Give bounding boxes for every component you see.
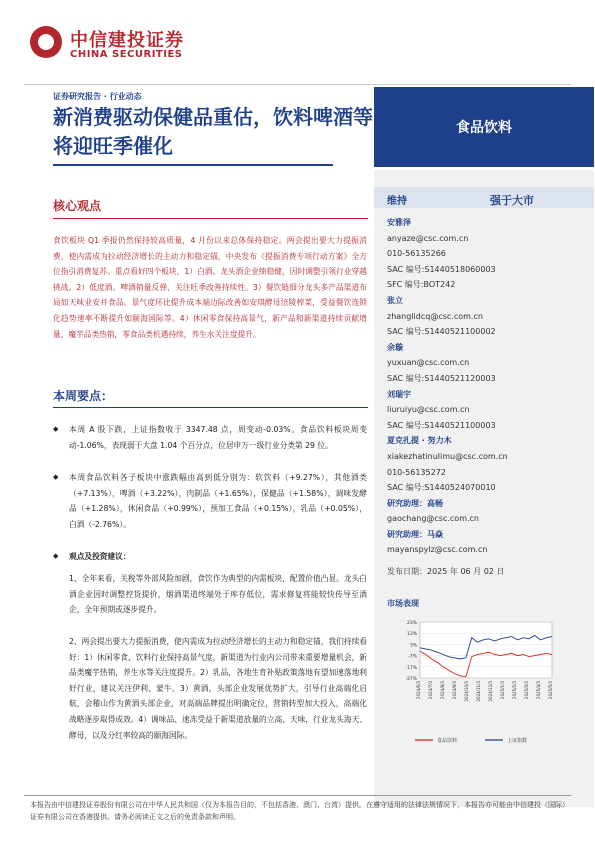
weekly-bullet-1-text: 本周 A 股下跌，上证指数收于 3347.48 点，周变动-0.03%。食品饮料板块周变动-1.06%，表现弱于大盘 1.04 个百分点，位居申万一级行业分类第 29 位。 — [69, 425, 367, 450]
title-underline — [53, 164, 333, 166]
analyst-detail: mayanspylz@csc.com.cn — [387, 545, 488, 555]
x-tick-label: 2024/7/3 — [428, 681, 433, 699]
y-tick-label: -7% — [408, 654, 417, 660]
core-text: 食饮板块 Q1 季报仍然保持较高质量，4 月份以来总体保持稳定。两会提出要大力提振消费，使内需成为拉动经济增长的主动力和稳定锚，中央发布《提振消费专项行动方案》全方位指引消费复苏。重点看好四个板块，1）白酒。龙头酒企业绩稳健，因时调整引领行业穿越挑战。2）低度酒。啤酒销量反弹，关注旺季改善持续性。3）餐饮链细分龙头多产品渠道布局如天味业安井食品。景气度环比提升成本端边际改善如安琪酵母涪陵榨菜，受益餐饮连锁化趋势速率不断提升如颐海国际等。4）休闲零食保持高景气，新产品和新渠道持续贡献增量，魔芋品类热销，零食品类机遇持续，养生水关注度提升。 — [53, 236, 367, 339]
analyst-name: 张立 — [387, 295, 403, 305]
analyst-name: 安雅泽 — [387, 218, 411, 227]
analyst-name: 夏克扎提 · 努力木 — [387, 436, 452, 446]
weekly-bullet-3 — [53, 549, 367, 565]
analyst-detail: SAC 编号:S1440518060003 — [387, 264, 496, 274]
analyst-detail: SAC 编号:S1440521120003 — [387, 373, 496, 383]
diamond-bullet-icon: ◆ — [53, 552, 59, 560]
core-heading-rule — [53, 218, 368, 219]
footer-divider — [24, 795, 571, 796]
plot-area — [420, 622, 552, 678]
x-tick-label: 2025/1/3 — [500, 681, 505, 699]
company-logo-icon — [30, 26, 62, 58]
rating-value: 强于大市 — [490, 194, 534, 207]
view-paragraph-1: 1、全年来看，关税等外部风险加剧，食饮作为典型的内需板块，配置价值凸显。龙头白酒企业因时调整控货提价，烟酒渠道终端处于库存低位，需求修复将能较快传导至酒企，全年预期或逐步提升。 — [69, 574, 367, 615]
x-tick-label: 2024/10/3 — [464, 681, 469, 702]
x-tick-label: 2025/4/3 — [536, 681, 541, 699]
diamond-bullet-icon: ◆ — [53, 473, 59, 481]
header-divider — [24, 84, 571, 85]
x-tick-label: 2024/6/3 — [416, 681, 421, 699]
company-name-cn: 中信建投证券 — [70, 30, 184, 51]
x-tick-label: 2024/9/3 — [452, 681, 457, 699]
publish-date-label: 发布日期： — [387, 567, 427, 576]
company-name-en: CHINA SECURITIES — [70, 49, 183, 60]
analyst-detail: xiakezhatinulimu@csc.com.cn — [387, 451, 508, 461]
disclaimer: 本报告由中信建投证券股份有限公司在中华人民共和国（仅为本报告目的，不包括香港、澳门、台湾）提供。在遵守适用的法律法规情况下，本报告亦可能由中信建投（国际）证券有限公司在香港提供。请务必阅读正文之后的免责条款和声明。 — [30, 801, 569, 821]
analyst-detail: anyaze@csc.com.cn — [387, 233, 469, 243]
weekly-bullet-3-text: 观点及投资建议： — [69, 552, 131, 561]
analyst-detail: SAC 编号:S1440524070010 — [387, 483, 496, 493]
y-tick-label: -17% — [405, 665, 417, 671]
y-tick-label: -27% — [405, 677, 417, 682]
weekly-heading: 本周要点： — [53, 389, 114, 403]
analyst-name: 余璇 — [387, 342, 403, 352]
analyst-detail: SAC 编号:S1440521100003 — [387, 420, 496, 430]
analyst-detail: yuxuan@csc.com.cn — [387, 358, 470, 368]
core-heading: 核心观点 — [53, 199, 102, 213]
report-type: 证券研究报告 · 行业动态 — [53, 92, 142, 101]
weekly-heading-rule — [53, 407, 368, 408]
analyst-detail: zhanglidcq@csc.com.cn — [387, 311, 483, 321]
y-tick-label: 23% — [406, 621, 417, 626]
weekly-bullet-1 — [53, 422, 367, 453]
analyst-detail: 010-56135266 — [387, 249, 446, 259]
x-tick-label: 2025/5/3 — [548, 681, 553, 699]
analyst-detail: liuruiyu@csc.com.cn — [387, 405, 470, 415]
diamond-bullet-icon: ◆ — [53, 425, 59, 433]
legend-label: 上证指数 — [507, 738, 528, 744]
x-tick-label: 2025/2/3 — [512, 681, 517, 699]
analyst-list — [387, 215, 587, 558]
rating-action: 维持 — [387, 196, 407, 207]
market-chart-title: 市场表现 — [387, 599, 419, 608]
analyst-detail: SFC 编号:BOT242 — [387, 280, 456, 290]
analyst-detail: gaochang@csc.com.cn — [387, 514, 479, 524]
analyst-detail: 010-56135272 — [387, 467, 446, 477]
report-title: 新消费驱动保健品重估，饮料啤酒等将迎旺季催化 — [53, 105, 373, 158]
weekly-bullet-2 — [53, 470, 367, 532]
analyst-name: 刘瑞宇 — [387, 389, 411, 399]
analyst-detail: SAC 编号:S1440521100002 — [387, 327, 496, 337]
publish-date — [387, 566, 504, 577]
rating-bar — [374, 187, 594, 208]
view-paragraph-2: 2、两会提出要大力提振消费，使内需成为拉动经济增长的主动力和稳定锚，我们持续看好：1）休闲零食、饮料行业保持高景气度，新渠道为行业内公司带来重要增量机会，新品类魔芋热销，养生水等关注度提升。2）乳品，各地生育补贴政策落地有望加速落地利好行业，建议关注伊利、蒙牛。3）黄酒，头部企业发展优势扩大，引导行业高端化启航，会稽山作为黄酒头部企业，对高端品牌提出明确定位，营销转型加大投入，高端化战略逐步取得成效。4）调味品、速冻受益于新渠道放量的立高、天味，行业龙头海天、酵母，以及分红率较高的颐海国际。 — [69, 637, 367, 740]
y-tick-label: 13% — [406, 632, 417, 638]
analyst-name: 研究助理：马焱 — [387, 529, 443, 539]
market-chart — [382, 612, 587, 762]
x-tick-label: 2024/11/3 — [476, 681, 481, 702]
x-tick-label: 2024/12/3 — [488, 681, 493, 702]
y-tick-label: 3% — [409, 643, 417, 649]
sector-label: 食品饮料 — [456, 120, 512, 136]
x-tick-label: 2025/3/3 — [524, 681, 529, 699]
analyst-name: 研究助理：高畅 — [387, 498, 443, 508]
legend-label: 食品饮料 — [437, 738, 458, 744]
x-tick-label: 2024/8/3 — [440, 681, 445, 699]
publish-date-value: 2025 年 06 月 02 日 — [427, 567, 505, 576]
weekly-bullet-2-text: 本周食品饮料各子板块中涨跌幅由高到低分别为：软饮料（+9.27%），其他酒类（+7.13%），啤酒（+3.22%），肉制品（+1.65%），保健品（+1.58%），调味发酵品（+1.28%），休闲食品（+0.99%），预加工食品（+0.15%），乳品（+0.05%），白酒（-2.76%）。 — [69, 473, 367, 529]
